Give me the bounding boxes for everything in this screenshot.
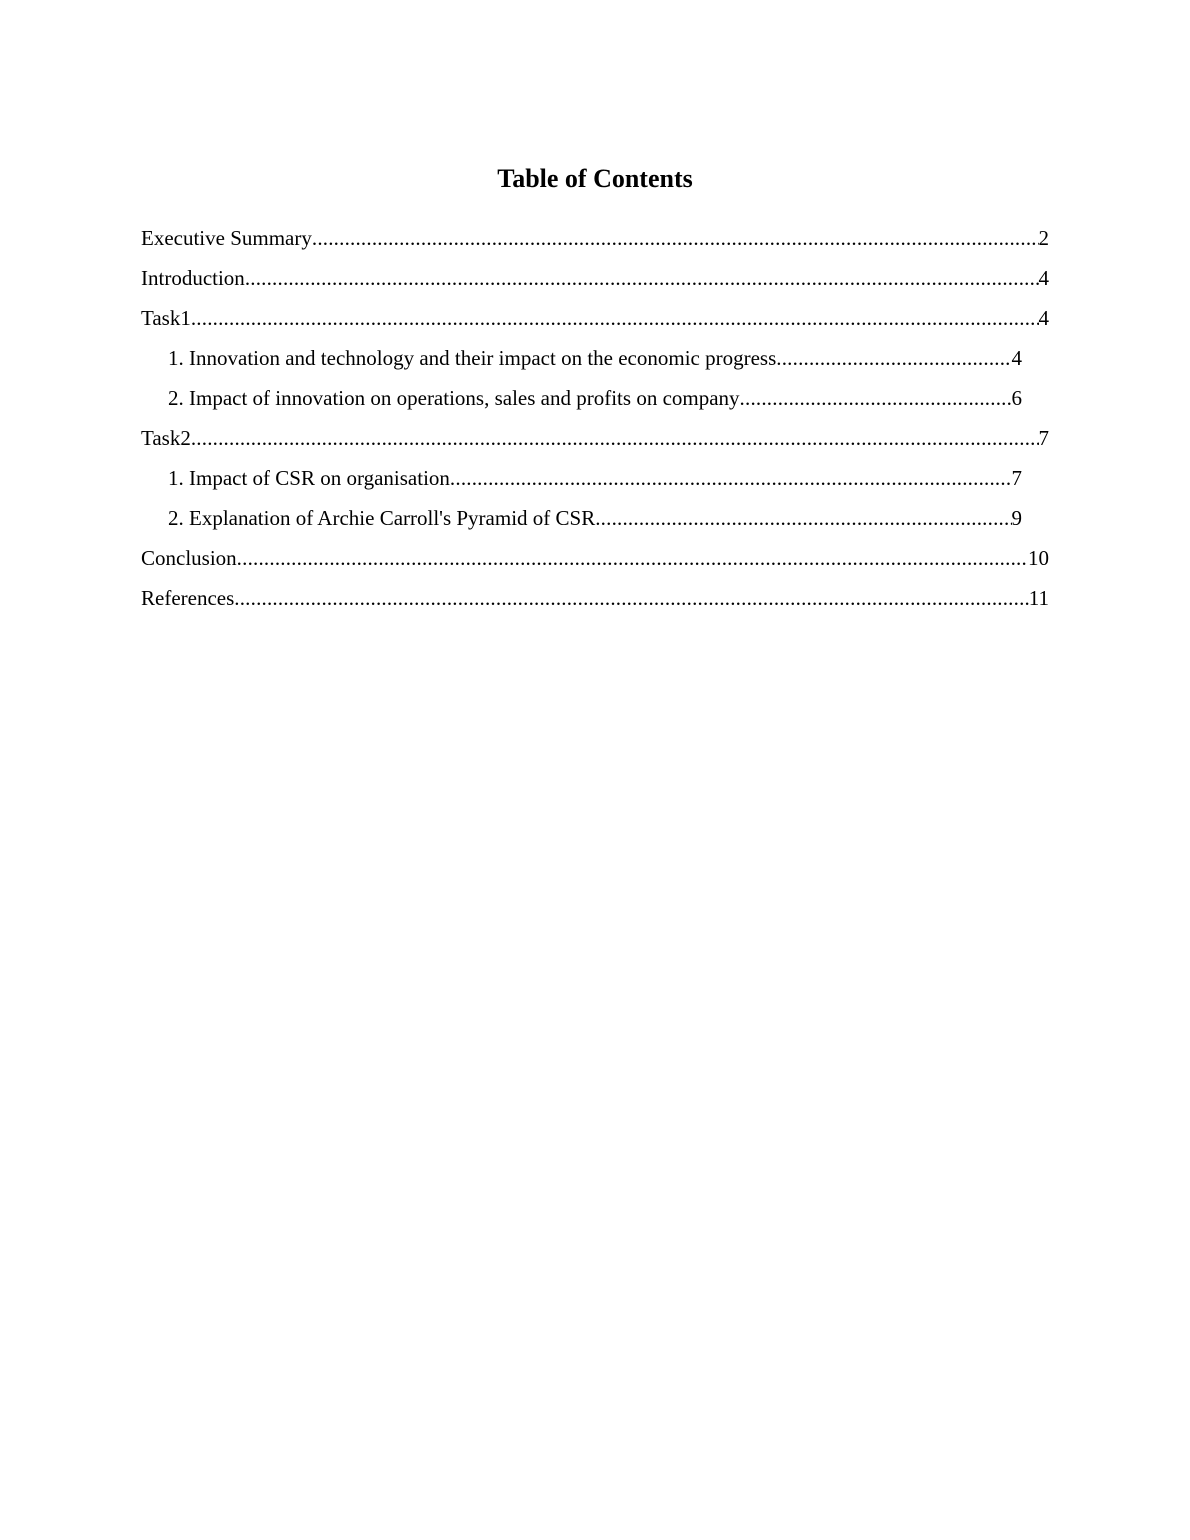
toc-entry-innovation-technology[interactable] xyxy=(168,338,1022,378)
toc-entry-impact-innovation[interactable] xyxy=(168,378,1022,418)
toc-entry-page: 4 xyxy=(1038,306,1049,330)
toc-dot-leader xyxy=(245,258,1039,298)
toc-dot-leader xyxy=(237,538,1028,578)
toc-entry-executive-summary[interactable] xyxy=(141,218,1049,258)
toc-entry-task1[interactable] xyxy=(141,298,1049,338)
toc-entry-label: References xyxy=(141,586,235,610)
toc-entry-page: 9 xyxy=(1011,506,1022,530)
toc-entry-label: Conclusion xyxy=(141,546,237,570)
toc-entry-references[interactable] xyxy=(141,578,1049,618)
toc-entry-label: 2. Impact of innovation on operations, sales and profits on company xyxy=(168,386,740,410)
toc-entry-page: 11 xyxy=(1028,586,1049,610)
toc-entry-label: Task2 xyxy=(141,426,191,450)
toc-dot-leader xyxy=(312,218,1039,258)
toc-entry-label: Task1 xyxy=(141,306,191,330)
toc-entry-label: Executive Summary xyxy=(141,226,312,250)
toc-entry-page: 6 xyxy=(1011,386,1022,410)
toc-dot-leader xyxy=(450,458,1012,498)
toc-entry-conclusion[interactable] xyxy=(141,538,1049,578)
toc-entry-impact-csr[interactable] xyxy=(168,458,1022,498)
toc-entry-introduction[interactable] xyxy=(141,258,1049,298)
toc-dot-leader xyxy=(191,418,1039,458)
toc-dot-leader xyxy=(234,578,1028,618)
toc-entry-page: 10 xyxy=(1028,546,1049,570)
toc-entry-page: 4 xyxy=(1038,266,1049,290)
toc-dot-leader xyxy=(191,298,1039,338)
toc-entry-label: Introduction xyxy=(141,266,245,290)
toc-entry-task2[interactable] xyxy=(141,418,1049,458)
toc-entry-page: 7 xyxy=(1038,426,1049,450)
toc-entry-page: 7 xyxy=(1011,466,1022,490)
toc-dot-leader xyxy=(740,378,1012,418)
toc-entry-label: 1. Innovation and technology and their impact on the economic progress xyxy=(168,346,777,370)
toc-entry-label: 1. Impact of CSR on organisation xyxy=(168,466,450,490)
toc-title: Table of Contents xyxy=(497,164,693,193)
toc-entry-carroll-pyramid[interactable] xyxy=(168,498,1022,538)
toc-entry-label: 2. Explanation of Archie Carroll's Pyramid of CSR xyxy=(168,506,596,530)
toc-dot-leader xyxy=(776,338,1011,378)
toc-entry-page: 4 xyxy=(1011,346,1022,370)
toc-dot-leader xyxy=(595,498,1011,538)
toc-entry-page: 2 xyxy=(1038,226,1049,250)
